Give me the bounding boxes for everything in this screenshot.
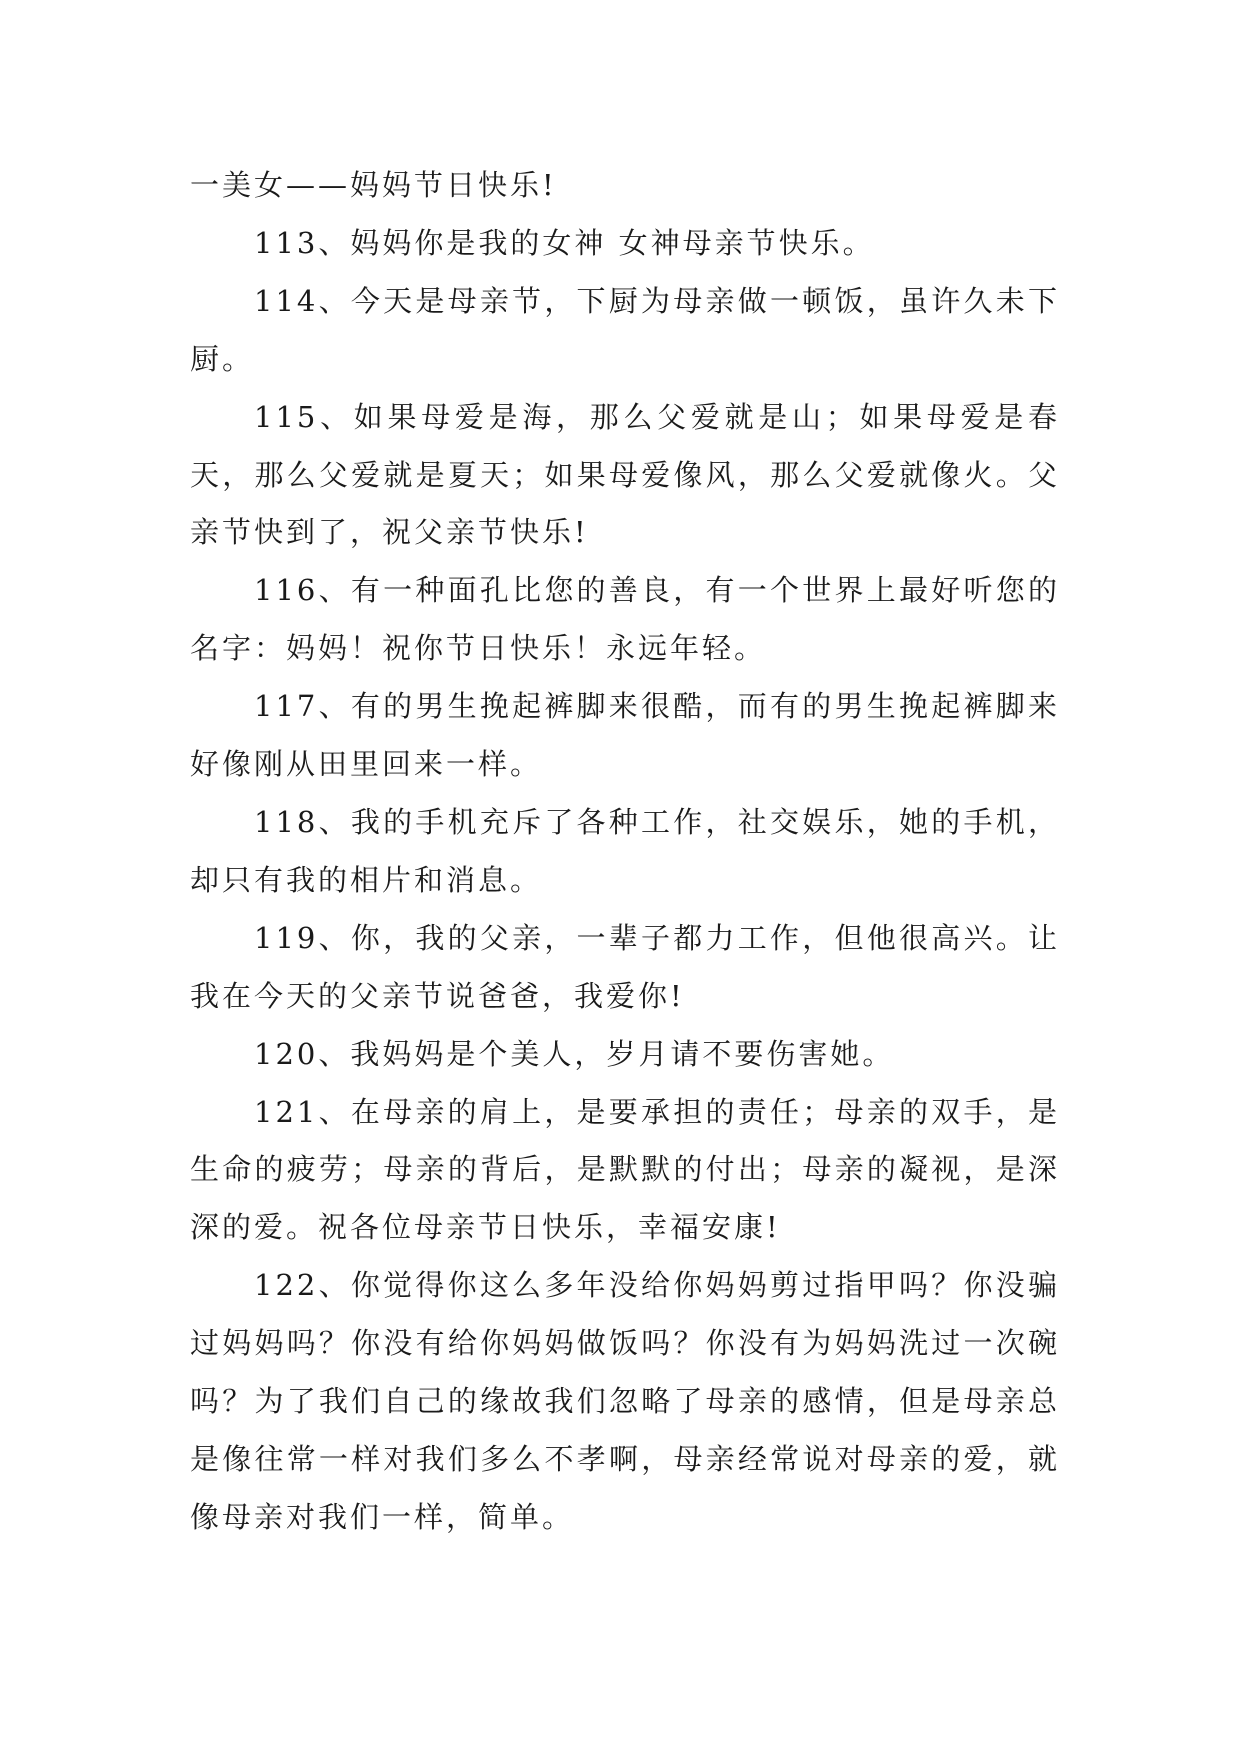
paragraph: 118、我的手机充斥了各种工作，社交娱乐，她的手机，却只有我的相片和消息。 [190, 804, 1060, 897]
paragraph: 117、有的男生挽起裤脚来很酷，而有的男生挽起裤脚来好像刚从田里回来一样。 [190, 689, 1060, 782]
paragraph: 一美女——妈妈节日快乐! [190, 168, 557, 202]
document-body [190, 157, 1060, 1547]
paragraph: 121、在母亲的肩上，是要承担的责任；母亲的双手，是生命的疲劳；母亲的背后，是默默的付出；母亲的凝视，是深深的爱。祝各位母亲节日快乐，幸福安康! [190, 1094, 1060, 1245]
paragraph: 119、你，我的父亲，一辈子都力工作，但他很高兴。让我在今天的父亲节说爸爸，我爱你! [190, 920, 1060, 1013]
paragraph: 115、如果母爱是海，那么父爱就是山；如果母爱是春天，那么父爱就是夏天；如果母爱像风，那么父爱就像火。父亲节快到了，祝父亲节快乐! [190, 399, 1060, 550]
paragraph: 113、妈妈你是我的女神 女神母亲节快乐。 [254, 225, 875, 260]
paragraph: 116、有一种面孔比您的善良，有一个世界上最好听您的名字：妈妈！祝你节日快乐！永远年轻。 [190, 573, 1060, 666]
paragraph: 120、我妈妈是个美人，岁月请不要伤害她。 [254, 1036, 895, 1071]
paragraph: 122、你觉得你这么多年没给你妈妈剪过指甲吗？你没骗过妈妈吗？你没有给你妈妈做饭吗？你没有为妈妈洗过一次碗吗？为了我们自己的缘故我们忽略了母亲的感情，但是母亲总是像往常一样对我们多么不孝啊，母亲经常说对母亲的爱，就像母亲对我们一样，简单。 [190, 1268, 1060, 1534]
paragraph: 114、今天是母亲节，下厨为母亲做一顿饭，虽许久未下厨。 [190, 283, 1060, 376]
